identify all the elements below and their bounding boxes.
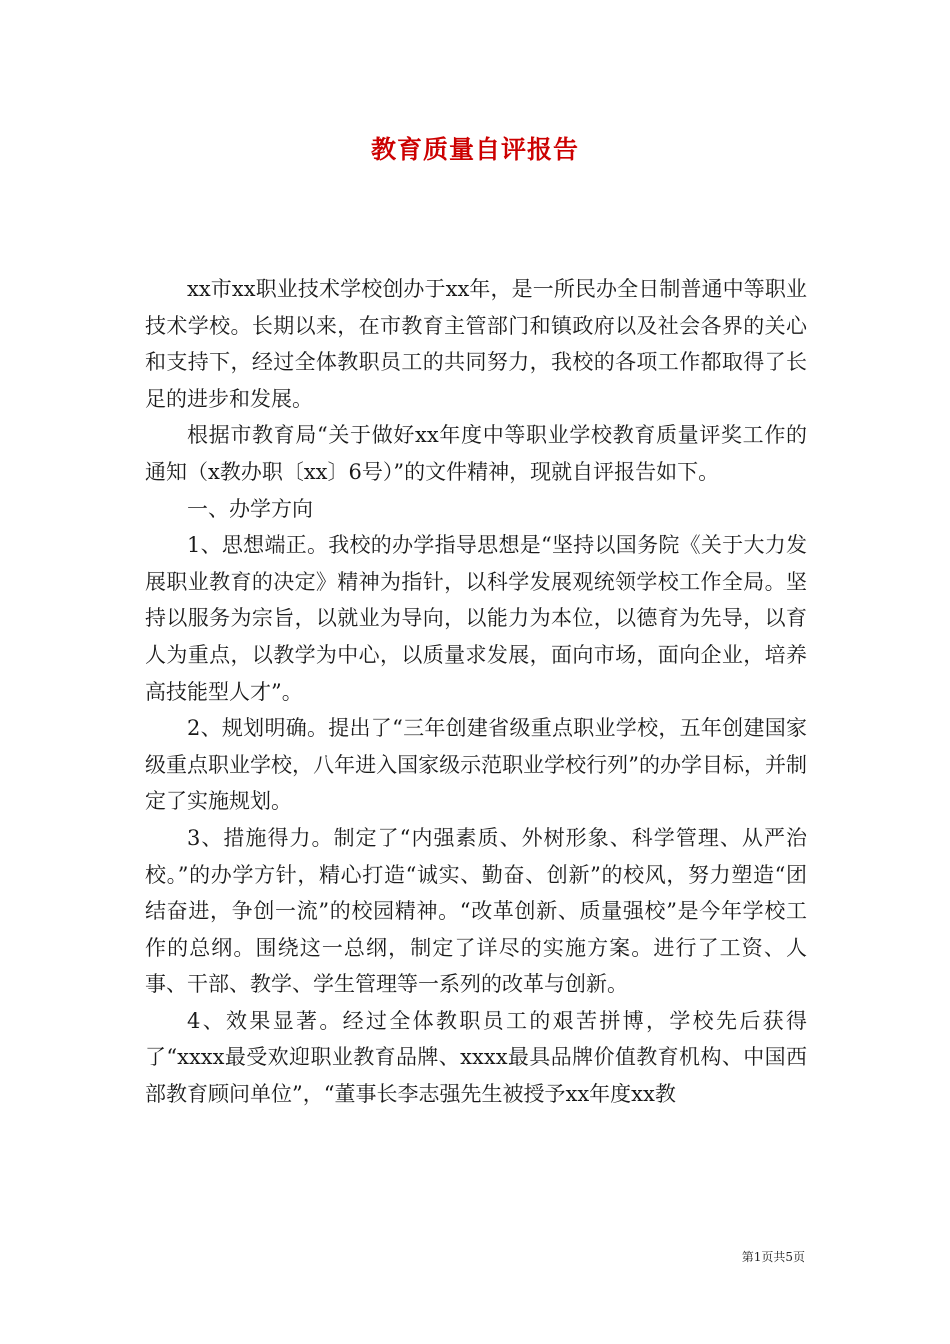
paragraph-intro: xx市xx职业技术学校创办于xx年，是一所民办全日制普通中等职业技术学校。长期以来，在市教育主管部门和镇政府以及社会各界的关心和支持下，经过全体教职员工的共同努力，我校的各项工作都取得了长足的进步和发展。 [145,277,807,411]
page-number: 第1页共5页 [741,1250,805,1264]
paragraph-item-4: 4、效果显著。经过全体教职员工的艰苦拼博，学校先后获得了“xxxx最受欢迎职业教育品牌、xxxx最具品牌价值教育机构、中国西部教育顾问单位”，“董事长李志强先生被授予xx年度xx教 [145,1008,807,1107]
document-title: 教育质量自评报告 [370,135,579,164]
paragraph-basis: 根据市教育局“关于做好xx年度中等职业学校教育质量评奖工作的通知（x教办职〔xx〕6号）”的文件精神，现就自评报告如下。 [145,423,807,484]
paragraph-item-1: 1、思想端正。我校的办学指导思想是“坚持以国务院《关于大力发展职业教育的决定》精神为指针，以科学发展观统领学校工作全局。坚持以服务为宗旨，以就业为导向，以能力为本位，以德育为先导，以育人为重点，以教学为中心，以质量求发展，面向市场，面向企业，培养高技能型人才”。 [145,533,807,704]
paragraph-item-2: 2、规划明确。提出了“三年创建省级重点职业学校，五年创建国家级重点职业学校，八年进入国家级示范职业学校行列”的办学目标，并制定了实施规划。 [145,716,807,814]
document-body [145,271,807,1113]
paragraph-item-3: 3、措施得力。制定了“内强素质、外树形象、科学管理、从严治校。”的办学方针，精心打造“诚实、勤奋、创新”的校风，努力塑造“团结奋进，争创一流”的校园精神。“改革创新、质量强校”是今年学校工作的总纲。围绕这一总纲，制定了详尽的实施方案。进行了工资、人事、干部、教学、学生管理等一系列的改革与创新。 [145,825,807,997]
section-heading-direction: 一、办学方向 [187,496,313,521]
